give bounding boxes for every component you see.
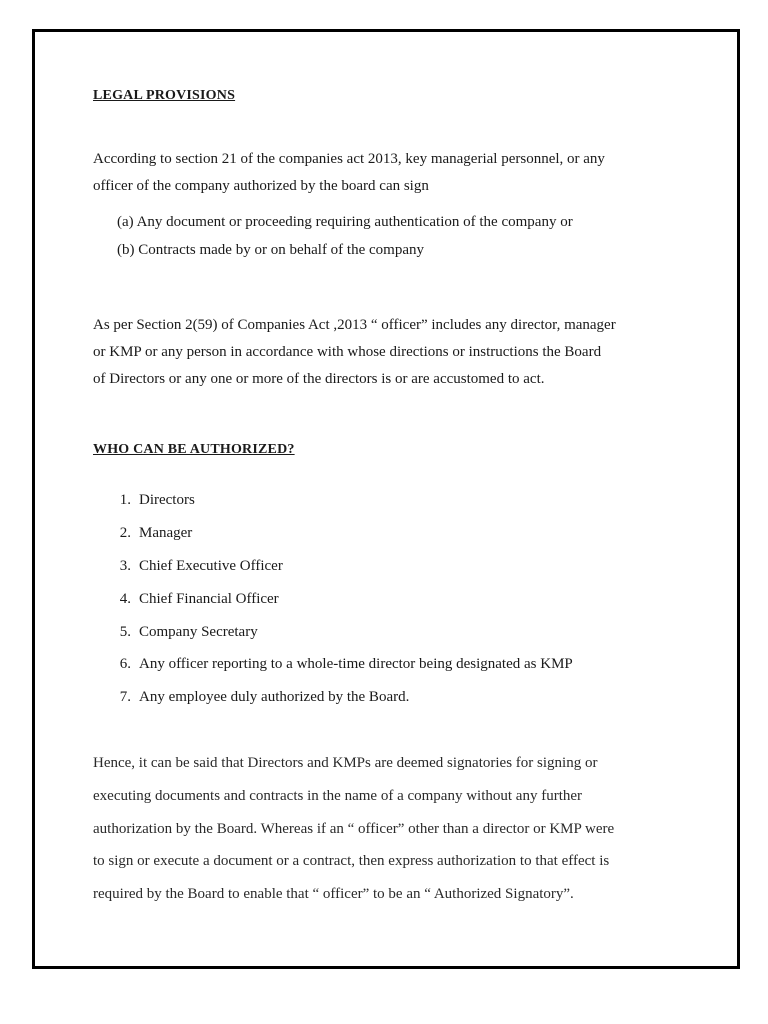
paragraph-line: officer of the company authorized by the board can sign [93,178,429,194]
list-text: Any officer reporting to a whole-time director being designated as KMP [139,656,573,672]
paragraph-line: to sign or execute a document or a contract, then express authorization to that effect is [93,853,610,869]
list-text: Any employee duly authorized by the Board. [139,689,410,705]
paragraph-line: executing documents and contracts in the name of a company without any further [93,788,583,804]
list-number: 4. [119,591,131,607]
list-text: Chief Financial Officer [139,591,279,607]
paragraph-line: As per Section 2(59) of Companies Act ,2013 “ officer” includes any director, manager [93,317,616,333]
list-number: 5. [119,624,131,640]
paragraph-line: of Directors or any one or more of the directors is or are accustomed to act. [93,371,545,387]
list-number: 2. [119,525,131,541]
paragraph-line: or KMP or any person in accordance with whose directions or instructions the Board [93,344,602,360]
paragraph-line: required by the Board to enable that “ officer” to be an “ Authorized Signatory”. [93,886,574,902]
list-number: 3. [119,558,131,574]
list-text: Directors [139,492,195,508]
list-number: 6. [119,656,131,672]
list-number: 1. [119,492,131,508]
list-text: Manager [139,525,193,541]
section-heading-who-can-be-authorized: WHO CAN BE AUTHORIZED? [93,442,295,457]
list-text: Chief Executive Officer [139,558,283,574]
sub-item-a: (a) Any document or proceeding requiring authentication of the company or [117,214,573,230]
section-heading-legal-provisions: LEGAL PROVISIONS [93,88,236,103]
paragraph-line: According to section 21 of the companies act 2013, key managerial personnel, or any [93,151,605,167]
paragraph-line: Hence, it can be said that Directors and KMPs are deemed signatories for signing or [93,755,598,771]
sub-item-b: (b) Contracts made by or on behalf of the company [117,242,424,258]
paragraph-line: authorization by the Board. Whereas if an “ officer” other than a director or KMP were [93,821,615,837]
list-text: Company Secretary [139,624,258,640]
list-number: 7. [119,689,131,705]
